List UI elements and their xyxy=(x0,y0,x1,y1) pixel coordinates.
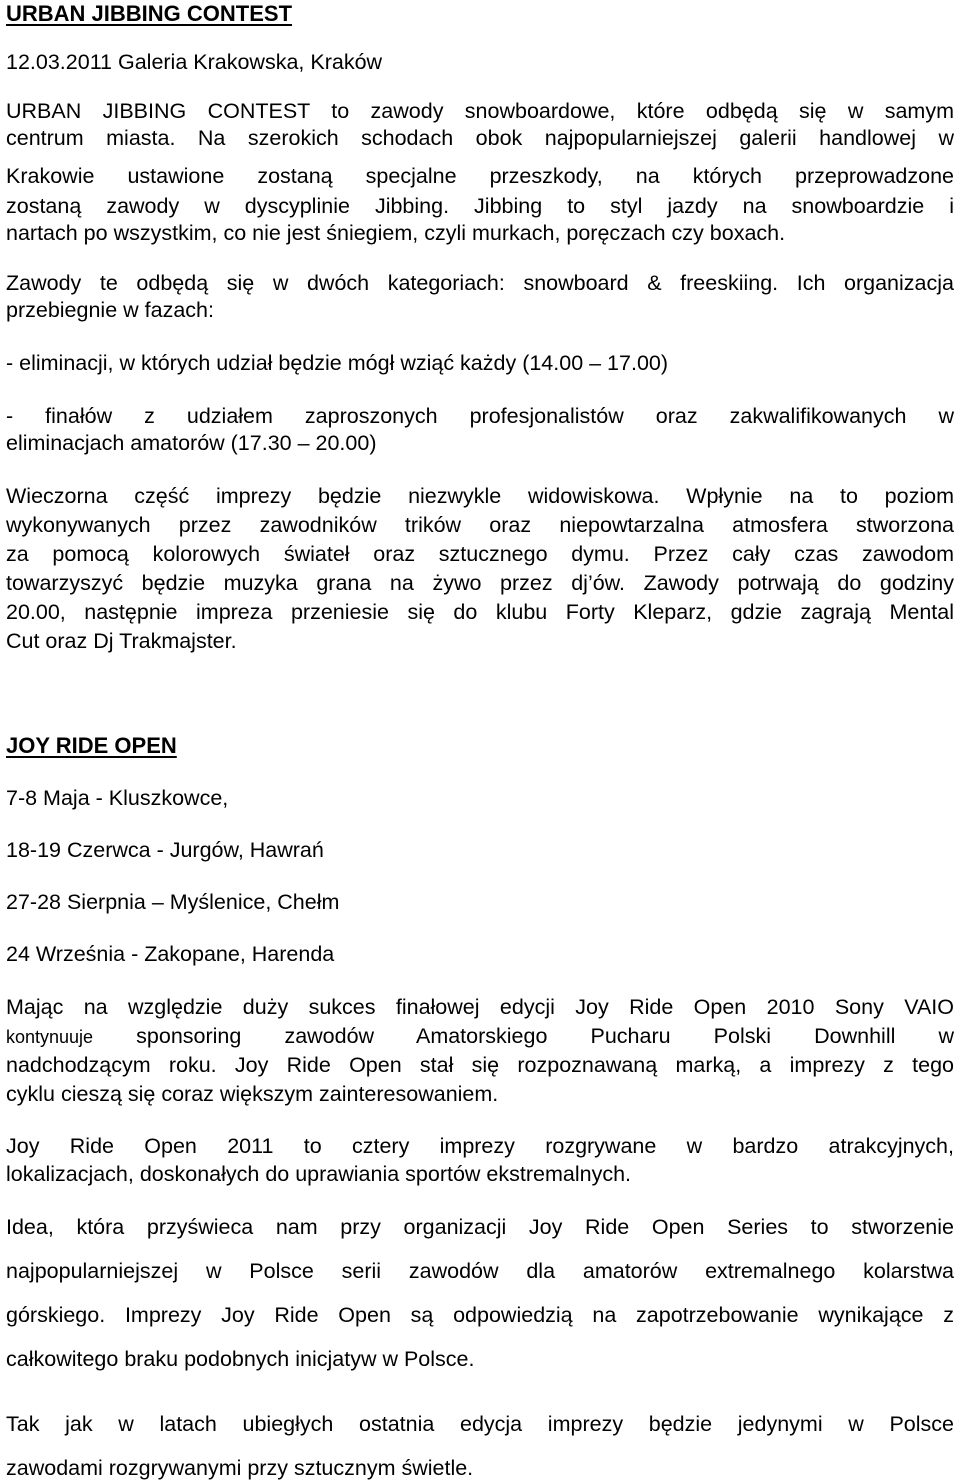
event-date-place: 12.03.2011 Galeria Krakowska, Kraków xyxy=(6,50,383,74)
paragraph-line: Cut oraz Dj Trakmajster. xyxy=(6,629,237,653)
event-date-item: 27-28 Sierpnia – Myślenice, Chełm xyxy=(6,890,340,914)
paragraph-line: nadchodzącym roku. Joy Ride Open stał się rozpoznawaną marką, a imprezy z tego xyxy=(6,1053,954,1077)
paragraph-line: górskiego. Imprezy Joy Ride Open są odpowiedzią na zapotrzebowanie wynikające z xyxy=(6,1303,954,1327)
paragraph-line: najpopularniejszej w Polsce serii zawodów dla amatorów extremalnego kolarstwa xyxy=(6,1259,954,1283)
phase-item-continued: eliminacjach amatorów (17.30 – 20.00) xyxy=(6,431,377,455)
paragraph-line xyxy=(6,1023,954,1051)
event-date-item: 24 Września - Zakopane, Harenda xyxy=(6,942,335,966)
section-title-urban-jibbing: URBAN JIBBING CONTEST xyxy=(6,1,293,26)
paragraph-word-small: kontynuuje xyxy=(6,1027,94,1047)
paragraph-line: Tak jak w latach ubiegłych ostatnia edycja imprezy będzie jedynymi w Polsce xyxy=(6,1412,954,1436)
paragraph-line: całkowitego braku podobnych inicjatyw w Polsce. xyxy=(6,1347,475,1371)
paragraph-line: towarzyszyć będzie muzyka grana na żywo przez dj’ów. Zawody potrwają do godziny xyxy=(6,571,954,595)
paragraph-line: URBAN JIBBING CONTEST to zawody snowboardowe, które odbędą się w samym xyxy=(6,99,954,123)
paragraph-line: Zawody te odbędą się w dwóch kategoriach: snowboard & freeskiing. Ich organizacja xyxy=(6,271,954,295)
paragraph-line: Wieczorna część imprezy będzie niezwykle widowiskowa. Wpłynie na to poziom xyxy=(6,484,954,508)
paragraph-line: zawodami rozgrywanymi przy sztucznym świetle. xyxy=(6,1456,474,1480)
paragraph-line: lokalizacjach, doskonałych do uprawiania sportów ekstremalnych. xyxy=(6,1162,632,1186)
paragraph-line: przebiegnie w fazach: xyxy=(6,298,214,322)
section-title-joy-ride-open: JOY RIDE OPEN xyxy=(6,733,177,758)
paragraph-line: Idea, która przyświeca nam przy organizacji Joy Ride Open Series to stworzenie xyxy=(6,1215,954,1239)
paragraph-line: nartach po wszystkim, co nie jest śniegiem, czyli murkach, poręczach czy boxach. xyxy=(6,221,786,245)
event-date-item: 18-19 Czerwca - Jurgów, Hawrań xyxy=(6,838,324,862)
paragraph-word-rest: sponsoring zawodów Amatorskiego Pucharu Polski Downhill w xyxy=(136,1024,954,1048)
paragraph-line: Mając na względzie duży sukces finałowej edycji Joy Ride Open 2010 Sony VAIO xyxy=(6,995,954,1019)
paragraph-line: Joy Ride Open 2011 to cztery imprezy rozgrywane w bardzo atrakcyjnych, xyxy=(6,1134,954,1158)
paragraph-line: zostaną zawody w dyscyplinie Jibbing. Jibbing to styl jazdy na snowboardzie i xyxy=(6,194,954,218)
phase-item: - eliminacji, w których udział będzie mógł wziąć każdy (14.00 – 17.00) xyxy=(6,351,669,375)
phase-item: - finałów z udziałem zaproszonych profesjonalistów oraz zakwalifikowanych w xyxy=(6,404,954,428)
paragraph-line: 20.00, następnie impreza przeniesie się do klubu Forty Kleparz, gdzie zagrają Mental xyxy=(6,600,954,624)
paragraph-line: cyklu cieszą się coraz większym zainteresowaniem. xyxy=(6,1082,499,1106)
paragraph-line: za pomocą kolorowych świateł oraz sztucznego dymu. Przez cały czas zawodom xyxy=(6,542,954,566)
event-date-item: 7-8 Maja - Kluszkowce, xyxy=(6,786,229,810)
paragraph-line: Krakowie ustawione zostaną specjalne przeszkody, na których przeprowadzone xyxy=(6,164,954,188)
paragraph-line: wykonywanych przez zawodników trików oraz niepowtarzalna atmosfera stworzona xyxy=(6,513,954,537)
paragraph-line: centrum miasta. Na szerokich schodach obok najpopularniejszej galerii handlowej w xyxy=(6,126,954,150)
